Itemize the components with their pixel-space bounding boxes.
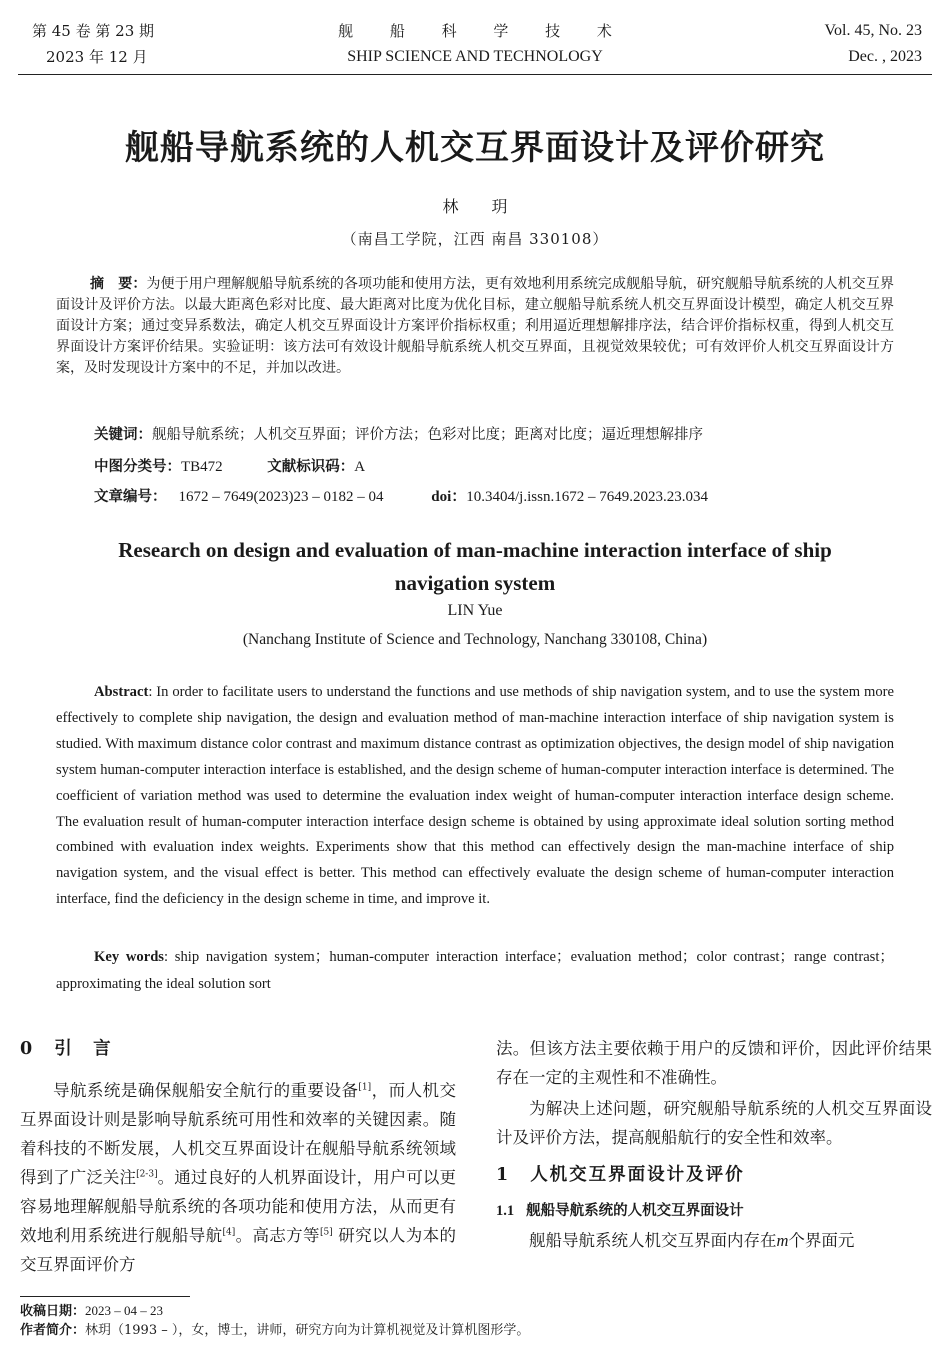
subsection-1-1-heading bbox=[496, 1196, 932, 1226]
author-en: LIN Yue bbox=[447, 602, 503, 619]
author-bio-value: 林玥（1993 – ），女，博士，讲师，研究方向为计算机视觉及计算机图形学。 bbox=[85, 1323, 530, 1338]
keywords-cn-text: 舰船导航系统；人机交互界面；评价方法；色彩对比度；距离对比度；逼近理想解排序 bbox=[152, 427, 703, 443]
abstract-cn bbox=[56, 274, 894, 379]
abstract-en-text: : In order to facilitate users to understand the functions and use methods of ship navigation system, and to use the system more effectively to complete ship navigation, the design and evaluation method of man-machine interaction interface of ship navigation system is studied. With maximum distance color contrast and maximum distance contrast as optimization objectives, the design model of ship navigation system human-computer interaction interface is established, and the design scheme of human-computer interaction interface is determined. The coefficient of variation method was used to determine the evaluation index weight of human-computer interaction interface design scheme. The evaluation result of human-computer interaction interface design scheme is obtained by using approximate ideal solution sorting method combined with evaluation index weights. Experiments show that this method can effectively design the man-machine interface of ship navigation system, and the visual effect is better. This method can effectively evaluate the design scheme of human-computer interaction interface, find the deficiency in the design scheme in time, and improve it. bbox=[56, 684, 894, 908]
paper-title-cn: 舰船导航系统的人机交互界面设计及评价研究 bbox=[125, 128, 825, 168]
header-center bbox=[18, 18, 932, 70]
doc-code-label: 文献标识码： bbox=[267, 459, 355, 475]
intro-paragraph-1 bbox=[20, 1076, 456, 1279]
footnote-rule bbox=[20, 1296, 190, 1297]
p3-text-b: 个界面元 bbox=[788, 1231, 855, 1250]
intro-paragraph-1-continued: 法。但该方法主要依赖于用户的反馈和评价，因此评价结果存在一定的主观性和不准确性。 bbox=[496, 1039, 932, 1087]
subsection-1-1-number: 1.1 bbox=[496, 1203, 515, 1219]
intro-paragraph-2: 为解决上述问题，研究舰船导航系统的人机交互界面设计及评价方法，提高舰船航行的安全性和效率。 bbox=[496, 1099, 932, 1147]
p1-text-a: 导航系统是确保舰船安全航行的重要设备 bbox=[53, 1081, 359, 1100]
doi-label: doi： bbox=[431, 489, 467, 505]
keywords-en bbox=[56, 944, 894, 998]
journal-name-en: SHIP SCIENCE AND TECHNOLOGY bbox=[347, 48, 603, 65]
doi-value: 10.3404/j.issn.1672 – 7649.2023.23.034 bbox=[466, 489, 708, 505]
date-en: Dec. , 2023 bbox=[848, 48, 922, 65]
issue-cn: 第 45 卷 第 23 期 bbox=[32, 22, 155, 40]
section-1-title: 人机交互界面设计及评价 bbox=[530, 1165, 745, 1185]
journal-name-cn: 舰 船 科 学 技 术 bbox=[338, 22, 628, 40]
section-0-heading bbox=[20, 1034, 456, 1064]
abstract-en bbox=[56, 680, 894, 913]
citation-5: [5] bbox=[319, 1227, 333, 1238]
clc-label: 中图分类号： bbox=[94, 459, 181, 475]
doc-code-value: A bbox=[354, 459, 366, 475]
affiliation-en: (Nanchang Institute of Science and Technology, Nanchang 330108, China) bbox=[242, 631, 708, 648]
subsection-1-1-title: 舰船导航系统的人机交互界面设计 bbox=[526, 1203, 744, 1219]
author-bio-label: 作者简介： bbox=[20, 1323, 86, 1338]
header-right bbox=[825, 18, 923, 70]
keywords-cn bbox=[94, 424, 894, 446]
keywords-en-label: Key words bbox=[94, 949, 164, 965]
section-1-1-paragraph bbox=[496, 1226, 932, 1255]
citation-4: [4] bbox=[222, 1227, 236, 1238]
section-0-title: 引 言 bbox=[54, 1039, 113, 1059]
running-header bbox=[18, 14, 932, 74]
received-label: 收稿日期： bbox=[20, 1304, 86, 1319]
article-no-value: 1672 – 7649(2023)23 – 0182 – 04 bbox=[178, 489, 384, 505]
footnote-received bbox=[20, 1301, 930, 1322]
affiliation-cn: （南昌工学院，江西 南昌 330108） bbox=[341, 230, 609, 248]
footnote-author-bio bbox=[20, 1321, 930, 1341]
author-cn: 林 玥 bbox=[442, 197, 522, 216]
header-rule bbox=[18, 74, 932, 75]
abstract-cn-label: 摘 要： bbox=[90, 276, 147, 292]
keywords-cn-label: 关键词： bbox=[94, 427, 152, 443]
article-no-label: 文章编号： bbox=[94, 489, 167, 505]
p1-text-c: 。通过良好的人机界面设计，用户可以更容易地理解舰船导航系统的各项功能和使用方法，从而更有效地利用系统进行舰船导航 bbox=[20, 1168, 457, 1245]
section-1-heading bbox=[496, 1160, 932, 1190]
section-0-number: 0 bbox=[20, 1039, 35, 1059]
p1-text-b: ，而人机交互界面设计则是影响导航系统可用性和效率的关键因素。随着科技的不断发展，人机交互界面设计在舰船导航系统领域得到了广泛关注 bbox=[20, 1081, 457, 1187]
variable-m: m bbox=[776, 1231, 789, 1250]
p3-text-a: 舰船导航系统人机交互界面内存在 bbox=[529, 1231, 777, 1250]
received-value: 2023 – 04 – 23 bbox=[85, 1303, 164, 1318]
article-number-line bbox=[94, 486, 894, 508]
citation-2-3: [2-3] bbox=[136, 1169, 158, 1180]
p1-text-d: 。高志方等 bbox=[235, 1226, 320, 1245]
volume-en: Vol. 45, No. 23 bbox=[824, 22, 922, 39]
body-left-column bbox=[20, 1034, 456, 1279]
abstract-en-label: Abstract bbox=[94, 684, 149, 700]
paper-title-en: Research on design and evaluation of man-machine interaction interface of ship navigation system bbox=[118, 538, 832, 595]
abstract-cn-text: 为便于用户理解舰船导航系统的各项功能和使用方法，更有效地利用系统完成舰船导航，研究舰船导航系统的人机交互界面设计及评价方法。以最大距离色彩对比度、最大距离对比度为优化目标，建立舰船导航系统人机交互界面设计模型，确定人机交互界面设计方案；通过变异系数法，确定人机交互界面设计方案评价指标权重；利用逼近理想解排序法，结合评价指标权重，得到人机交互界面设计方案评价结果。实验证明：该方法可有效设计舰船导航系统人机交互界面，且视觉效果较优；可有效评价人机交互界面设计方案，及时发现设计方案中的不足，并加以改进。 bbox=[56, 276, 895, 376]
keywords-en-text: : ship navigation system；human-computer interaction interface；evaluation method；color contrast；range contrast；approximating the ideal solution sort bbox=[56, 949, 895, 992]
clc-value: TB472 bbox=[181, 459, 223, 475]
citation-1: [1] bbox=[358, 1082, 372, 1093]
body-right-column bbox=[496, 1034, 932, 1255]
date-cn: 2023 年 12 月 bbox=[46, 48, 148, 66]
section-1-number: 1 bbox=[496, 1165, 511, 1185]
classification-line bbox=[94, 456, 894, 478]
p1-text-e: 研究以人为本的交互界面评价方 bbox=[20, 1226, 457, 1274]
